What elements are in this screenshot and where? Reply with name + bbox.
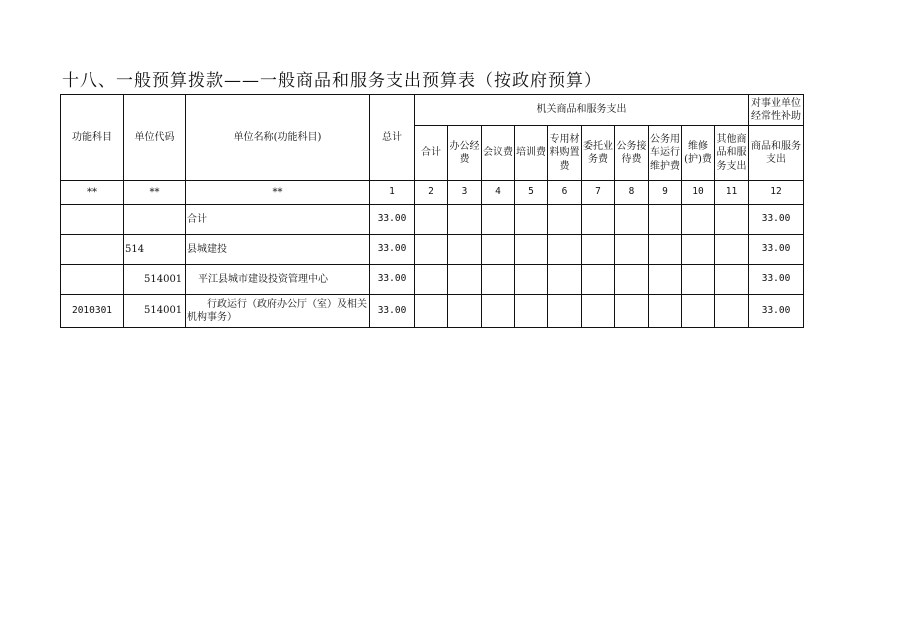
budget-table xyxy=(60,94,804,328)
index-cell: 6 xyxy=(548,181,582,205)
public-goods-cell: 33.00 xyxy=(749,265,804,295)
index-cell: 3 xyxy=(448,181,482,205)
index-cell: ** xyxy=(186,181,370,205)
name-cell: 平江县城市建设投资管理中心 xyxy=(186,265,370,295)
index-cell: 12 xyxy=(749,181,804,205)
index-cell: 9 xyxy=(649,181,682,205)
header-public-group-line2: 经常性补助 xyxy=(751,111,802,122)
func-cell xyxy=(61,265,124,295)
header-col-commissioned: 委托业务费 xyxy=(582,126,615,181)
header-unit-code: 单位代码 xyxy=(124,95,186,181)
public-goods-cell: 33.00 xyxy=(749,205,804,235)
header-col-training: 培训费 xyxy=(515,126,548,181)
code-cell xyxy=(124,205,186,235)
header-col-maintenance: 维修(护)费 xyxy=(682,126,715,181)
header-org-group: 机关商品和服务支出 xyxy=(415,95,749,126)
total-cell: 33.00 xyxy=(370,235,415,265)
total-cell: 33.00 xyxy=(370,295,415,328)
index-cell: 1 xyxy=(370,181,415,205)
header-func-subject: 功能科目 xyxy=(61,95,124,181)
name-cell: 行政运行（政府办公厅（室）及相关机构事务） xyxy=(186,295,370,328)
header-col-office: 办公经费 xyxy=(448,126,482,181)
header-col-public-goods: 商品和服务支出 xyxy=(749,126,804,181)
index-cell: 5 xyxy=(515,181,548,205)
public-goods-cell: 33.00 xyxy=(749,235,804,265)
index-cell: 7 xyxy=(582,181,615,205)
name-cell: 合计 xyxy=(186,205,370,235)
func-cell xyxy=(61,235,124,265)
header-col-vehicle: 公务用车运行维护费 xyxy=(649,126,682,181)
header-col-reception: 公务接待费 xyxy=(615,126,649,181)
func-cell: 2010301 xyxy=(61,295,124,328)
total-cell: 33.00 xyxy=(370,205,415,235)
func-cell xyxy=(61,205,124,235)
index-cell: ** xyxy=(124,181,186,205)
header-col-materials: 专用材料购置费 xyxy=(548,126,582,181)
page-title: 十八、一般预算拨款——一般商品和服务支出预算表（按政府预算） xyxy=(62,71,602,91)
index-cell: 4 xyxy=(482,181,515,205)
header-col-meeting: 会议费 xyxy=(482,126,515,181)
index-cell: 8 xyxy=(615,181,649,205)
header-col-subtotal: 合计 xyxy=(415,126,448,181)
header-public-group xyxy=(749,95,804,126)
header-col-other: 其他商品和服务支出 xyxy=(715,126,749,181)
code-cell: 514 xyxy=(124,235,186,265)
index-cell: 2 xyxy=(415,181,448,205)
code-cell: 514001 xyxy=(124,265,186,295)
code-cell: 514001 xyxy=(124,295,186,328)
name-cell: 县城建投 xyxy=(186,235,370,265)
header-public-group-line1: 对事业单位 xyxy=(751,97,802,109)
index-cell: 11 xyxy=(715,181,749,205)
public-goods-cell: 33.00 xyxy=(749,295,804,328)
header-total: 总计 xyxy=(370,95,415,181)
header-unit-name: 单位名称(功能科目) xyxy=(186,95,370,181)
index-cell: ** xyxy=(61,181,124,205)
table-row xyxy=(61,265,804,295)
index-row xyxy=(61,181,804,205)
table-row xyxy=(61,205,804,235)
total-cell: 33.00 xyxy=(370,265,415,295)
table-row xyxy=(61,235,804,265)
table-row xyxy=(61,295,804,328)
index-cell: 10 xyxy=(682,181,715,205)
